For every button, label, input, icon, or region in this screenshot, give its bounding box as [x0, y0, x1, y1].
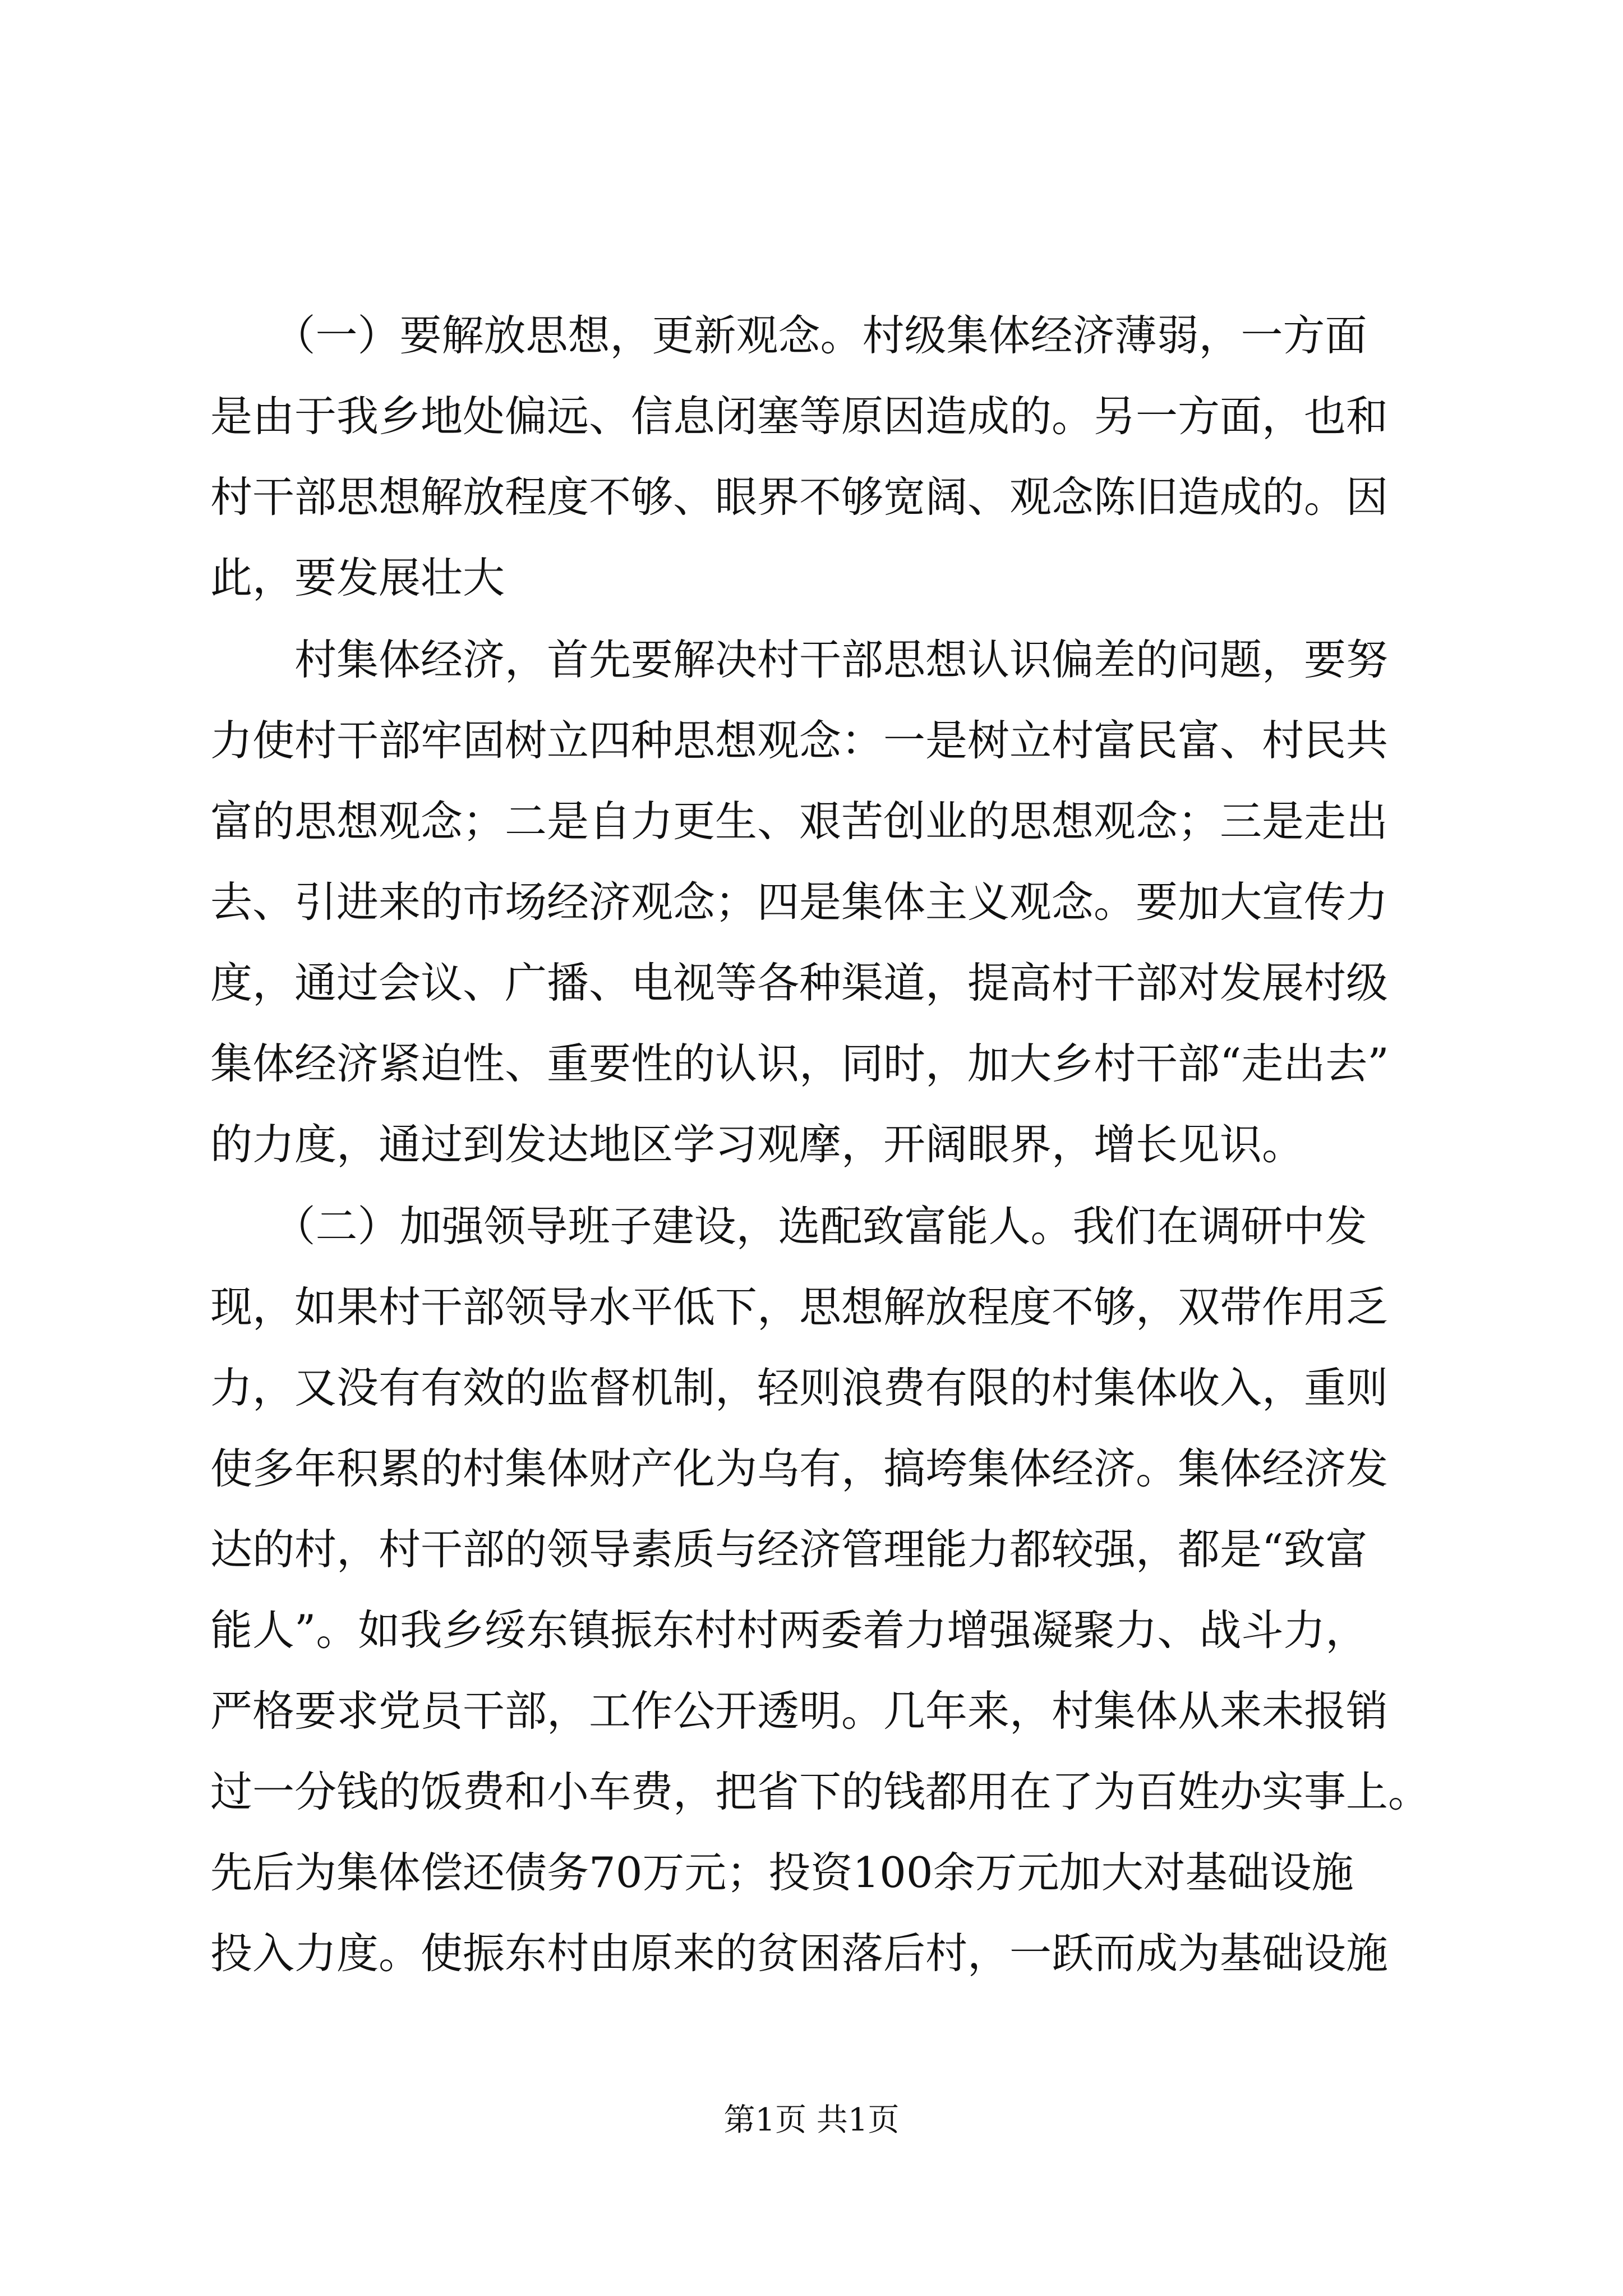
- text-line: 村集体经济，首先要解决村干部思想认识偏差的问题，要努: [210, 635, 1389, 684]
- text-line: 去、引进来的市场经济观念；四是集体主义观念。要加大宣传力: [210, 877, 1389, 927]
- text-line: 力，又没有有效的监督机制，轻则浪费有限的村集体收入，重则: [210, 1363, 1389, 1412]
- text-line: 度，通过会议、广播、电视等各种渠道，提高村干部对发展村级: [210, 958, 1389, 1007]
- text-line: 力使村干部牢固树立四种思想观念：一是树立村富民富、村民共: [210, 716, 1389, 765]
- text-line: 现，如果村干部领导水平低下，思想解放程度不够，双带作用乏: [210, 1282, 1389, 1332]
- text-line: 此，要发展壮大: [210, 553, 505, 602]
- text-line: 能人”。如我乡绥东镇振东村村两委着力增强凝聚力、战斗力，: [210, 1605, 1368, 1655]
- text-line: 达的村，村干部的领导素质与经济管理能力都较强，都是“致富: [210, 1525, 1368, 1574]
- text-line: 过一分钱的饭费和小车费，把省下的钱都用在了为百姓办实事上。: [210, 1767, 1431, 1816]
- page-number-footer: 第1页 共1页: [723, 2102, 900, 2138]
- text-line: 村干部思想解放程度不够、眼界不够宽阔、观念陈旧造成的。因: [210, 472, 1389, 522]
- text-line: 使多年积累的村集体财产化为乌有，搞垮集体经济。集体经济发: [210, 1444, 1389, 1493]
- text-line: 先后为集体偿还债务70万元；投资100余万元加大对基础设施: [210, 1848, 1354, 1897]
- text-line: （一）要解放思想，更新观念。村级集体经济薄弱，一方面: [210, 311, 1367, 360]
- text-line: 的力度，通过到发达地区学习观摩，开阔眼界，增长见识。: [210, 1120, 1304, 1169]
- text-line: 是由于我乡地处偏远、信息闭塞等原因造成的。另一方面，也和: [210, 392, 1389, 441]
- text-line: 富的思想观念；二是自力更生、艰苦创业的思想观念；三是走出: [210, 797, 1389, 846]
- text-line: （二）加强领导班子建设，选配致富能人。我们在调研中发: [210, 1202, 1367, 1251]
- text-line: 严格要求党员干部，工作公开透明。几年来，村集体从来未报销: [210, 1686, 1389, 1736]
- text-line: 集体经济紧迫性、重要性的认识，同时，加大乡村干部“走出去”: [210, 1039, 1389, 1088]
- text-line: 投入力度。使振东村由原来的贫困落后村，一跃而成为基础设施: [210, 1929, 1389, 1978]
